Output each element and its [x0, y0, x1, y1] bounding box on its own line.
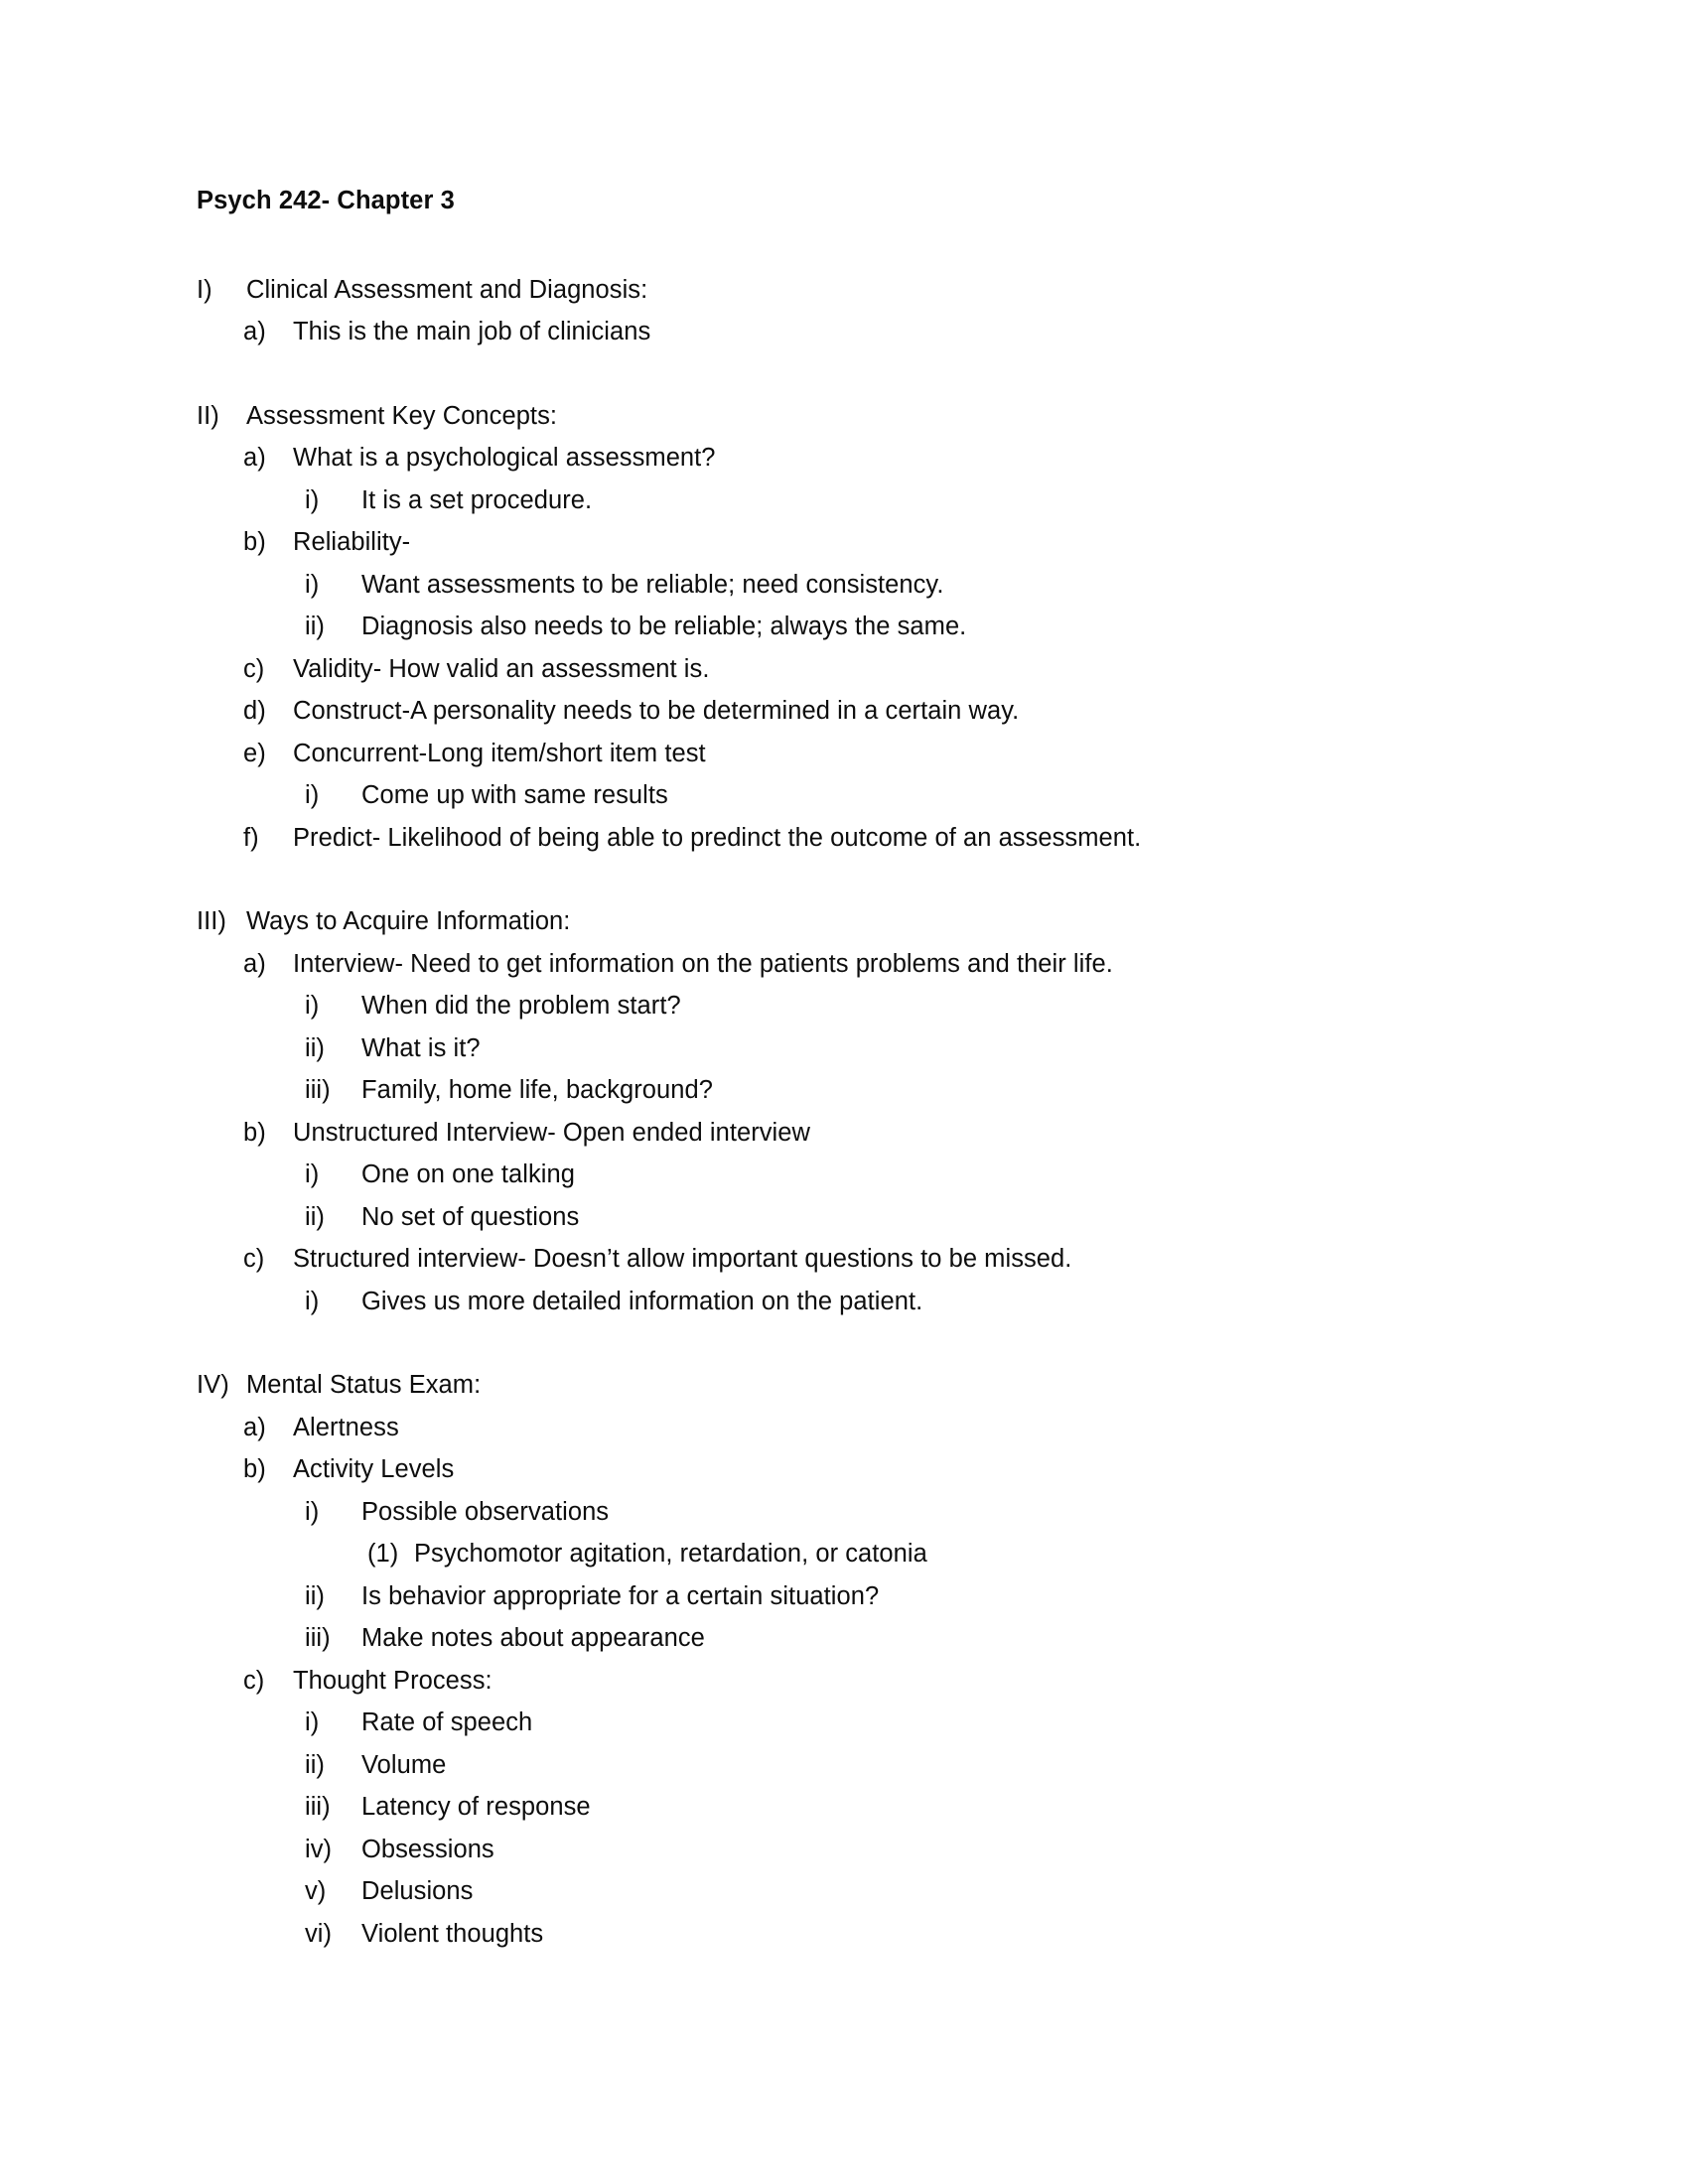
outline-text: It is a set procedure. — [361, 485, 593, 514]
outline-item-construct-a-personality-needs-to-be-dete — [243, 690, 1539, 733]
outline-text: Assessment Key Concepts: — [246, 401, 558, 430]
outline-text: One on one talking — [361, 1160, 575, 1188]
outline-marker: b) — [243, 1118, 266, 1147]
outline-item-one-on-one-talking — [305, 1154, 1539, 1196]
outline-marker: iv) — [305, 1835, 333, 1863]
outline-item-when-did-the-problem-start — [305, 985, 1539, 1027]
outline-item-mental-status-exam — [197, 1364, 1539, 1407]
outline-text: Interview- Need to get information on the patients problems and their life. — [293, 949, 1113, 978]
outline-item-this-is-the-main-job-of-clinicians — [243, 311, 1539, 353]
outline-item-concurrent-long-item-short-item-test — [243, 733, 1539, 775]
outline-item-obsessions — [305, 1829, 1539, 1871]
outline-item-thought-process — [243, 1660, 1539, 1703]
outline-marker: i) — [305, 485, 320, 514]
outline-text: Psychomotor agitation, retardation, or catonia — [414, 1540, 927, 1568]
outline-marker: ii) — [305, 1750, 325, 1779]
outline-text: This is the main job of clinicians — [293, 318, 651, 345]
outline-item-structured-interview-doesn-t-allow-impor — [243, 1238, 1539, 1281]
outline-text: Volume — [361, 1750, 447, 1779]
outline-text: What is a psychological assessment? — [293, 444, 716, 472]
outline-marker: ii) — [305, 613, 325, 640]
outline-marker: iii) — [305, 1624, 331, 1652]
outline-text: Alertness — [293, 1413, 399, 1441]
outline-item-diagnosis-also-needs-to-be-reliable-alwa — [305, 606, 1539, 648]
outline-marker: vi) — [305, 1919, 333, 1948]
outline-item-family-home-life-background — [305, 1069, 1539, 1112]
outline-item-come-up-with-same-results — [305, 774, 1539, 817]
outline-item-assessment-key-concepts — [197, 395, 1539, 438]
outline-item-latency-of-response — [305, 1786, 1539, 1829]
outline-text: Violent thoughts — [361, 1919, 544, 1948]
outline-item-activity-levels — [243, 1448, 1539, 1491]
outline-item-what-is-a-psychological-assessment — [243, 437, 1539, 479]
outline-marker: c) — [243, 1666, 265, 1695]
outline-text: No set of questions — [361, 1202, 580, 1231]
outline-marker: e) — [243, 739, 266, 767]
outline-marker: i) — [305, 1708, 320, 1736]
outline-item-want-assessments-to-be-reliable-need-con — [305, 564, 1539, 607]
outline-text: Clinical Assessment and Diagnosis: — [246, 275, 648, 304]
outline-text: Concurrent-Long item/short item test — [293, 739, 706, 767]
outline-text: Make notes about appearance — [361, 1624, 705, 1652]
outline-item-is-behavior-appropriate-for-a-certain-si — [305, 1575, 1539, 1618]
outline-text: Possible observations — [361, 1497, 610, 1526]
outline-item-unstructured-interview-open-ended-interv — [243, 1112, 1539, 1155]
outline-item-reliability — [243, 521, 1539, 564]
outline-item-predict-likelihood-of-being-able-to-pred — [243, 817, 1539, 860]
outline-text: Thought Process: — [293, 1666, 492, 1695]
outline-marker: IV) — [197, 1371, 229, 1399]
outline-text: Want assessments to be reliable; need consistency. — [361, 570, 944, 599]
outline-marker: ii) — [305, 1202, 325, 1231]
outline-item-rate-of-speech — [305, 1702, 1539, 1744]
outline-item-volume — [305, 1744, 1539, 1787]
outline-marker: II) — [197, 401, 219, 430]
outline-text: Delusions — [361, 1877, 474, 1905]
outline-item-validity-how-valid-an-assessment-is — [243, 648, 1539, 691]
outline-marker: f) — [243, 823, 259, 852]
outline-marker: b) — [243, 1455, 266, 1483]
outline-text: Unstructured Interview- Open ended interview — [293, 1118, 810, 1147]
outline-text: Activity Levels — [293, 1455, 455, 1483]
outline-marker: a) — [243, 949, 266, 978]
outline-item-possible-observations — [305, 1491, 1539, 1534]
outline-marker: d) — [243, 697, 266, 725]
outline-marker: c) — [243, 654, 265, 683]
outline-text: When did the problem start? — [361, 992, 681, 1020]
outline-text: Latency of response — [361, 1793, 591, 1821]
outline-item-gives-us-more-detailed-information-on-th — [305, 1281, 1539, 1323]
outline-item-make-notes-about-appearance — [305, 1617, 1539, 1660]
outline-text: Come up with same results — [361, 781, 668, 809]
outline-marker: ii) — [305, 1581, 325, 1610]
outline-item-delusions — [305, 1870, 1539, 1913]
outline-item-interview-need-to-get-information-on-the — [243, 943, 1539, 986]
outline-text: Is behavior appropriate for a certain situation? — [361, 1581, 880, 1610]
outline-marker: I) — [197, 275, 212, 304]
outline-text: Predict- Likelihood of being able to predinct the outcome of an assessment. — [293, 823, 1142, 852]
outline-text: Gives us more detailed information on the patient. — [361, 1287, 923, 1315]
outline-item-alertness — [243, 1407, 1539, 1449]
outline-item-psychomotor-agitation-retardation-or-cat — [367, 1533, 1539, 1575]
outline-marker: c) — [243, 1245, 265, 1273]
section-spacer — [197, 1322, 1539, 1364]
outline-text: Diagnosis also needs to be reliable; always the same. — [361, 613, 967, 640]
outline-text: Ways to Acquire Information: — [246, 907, 571, 935]
page-title: Psych 242- Chapter 3 — [197, 187, 455, 214]
outline-marker: i) — [305, 570, 320, 599]
section-spacer — [197, 859, 1539, 900]
outline-item-clinical-assessment-and-diagnosis — [197, 269, 1539, 312]
outline-text: Validity- How valid an assessment is. — [293, 654, 710, 683]
outline-text: Rate of speech — [361, 1708, 533, 1736]
outline-text: Construct-A personality needs to be determined in a certain way. — [293, 697, 1020, 725]
outline-marker: i) — [305, 1497, 320, 1526]
outline-marker: ii) — [305, 1033, 325, 1062]
outline-marker: a) — [243, 444, 266, 472]
outline-marker: (1) — [367, 1540, 399, 1568]
outline-marker: i) — [305, 1160, 320, 1188]
outline-marker: a) — [243, 1413, 266, 1441]
outline-text: Mental Status Exam: — [246, 1371, 482, 1399]
outline-marker: a) — [243, 318, 266, 345]
outline-text: What is it? — [361, 1033, 481, 1062]
outline-marker: iii) — [305, 1076, 331, 1104]
outline-text: Obsessions — [361, 1835, 494, 1863]
outline-marker: v) — [305, 1877, 327, 1905]
outline-text: Structured interview- Doesn’t allow important questions to be missed. — [293, 1245, 1072, 1273]
outline-item-ways-to-acquire-information — [197, 900, 1539, 943]
outline-marker: b) — [243, 528, 266, 556]
outline-item-violent-thoughts — [305, 1913, 1539, 1956]
outline-text: Family, home life, background? — [361, 1076, 713, 1104]
outline-item-no-set-of-questions — [305, 1196, 1539, 1239]
outline-marker: i) — [305, 781, 320, 809]
outline-list — [197, 269, 1539, 1956]
outline-marker: iii) — [305, 1793, 331, 1821]
outline-marker: i) — [305, 992, 320, 1020]
outline-text: Reliability- — [293, 528, 411, 556]
outline-item-what-is-it — [305, 1027, 1539, 1070]
outline-item-it-is-a-set-procedure — [305, 479, 1539, 522]
section-spacer — [197, 353, 1539, 395]
outline-marker: i) — [305, 1287, 320, 1315]
outline-marker: III) — [197, 907, 226, 935]
